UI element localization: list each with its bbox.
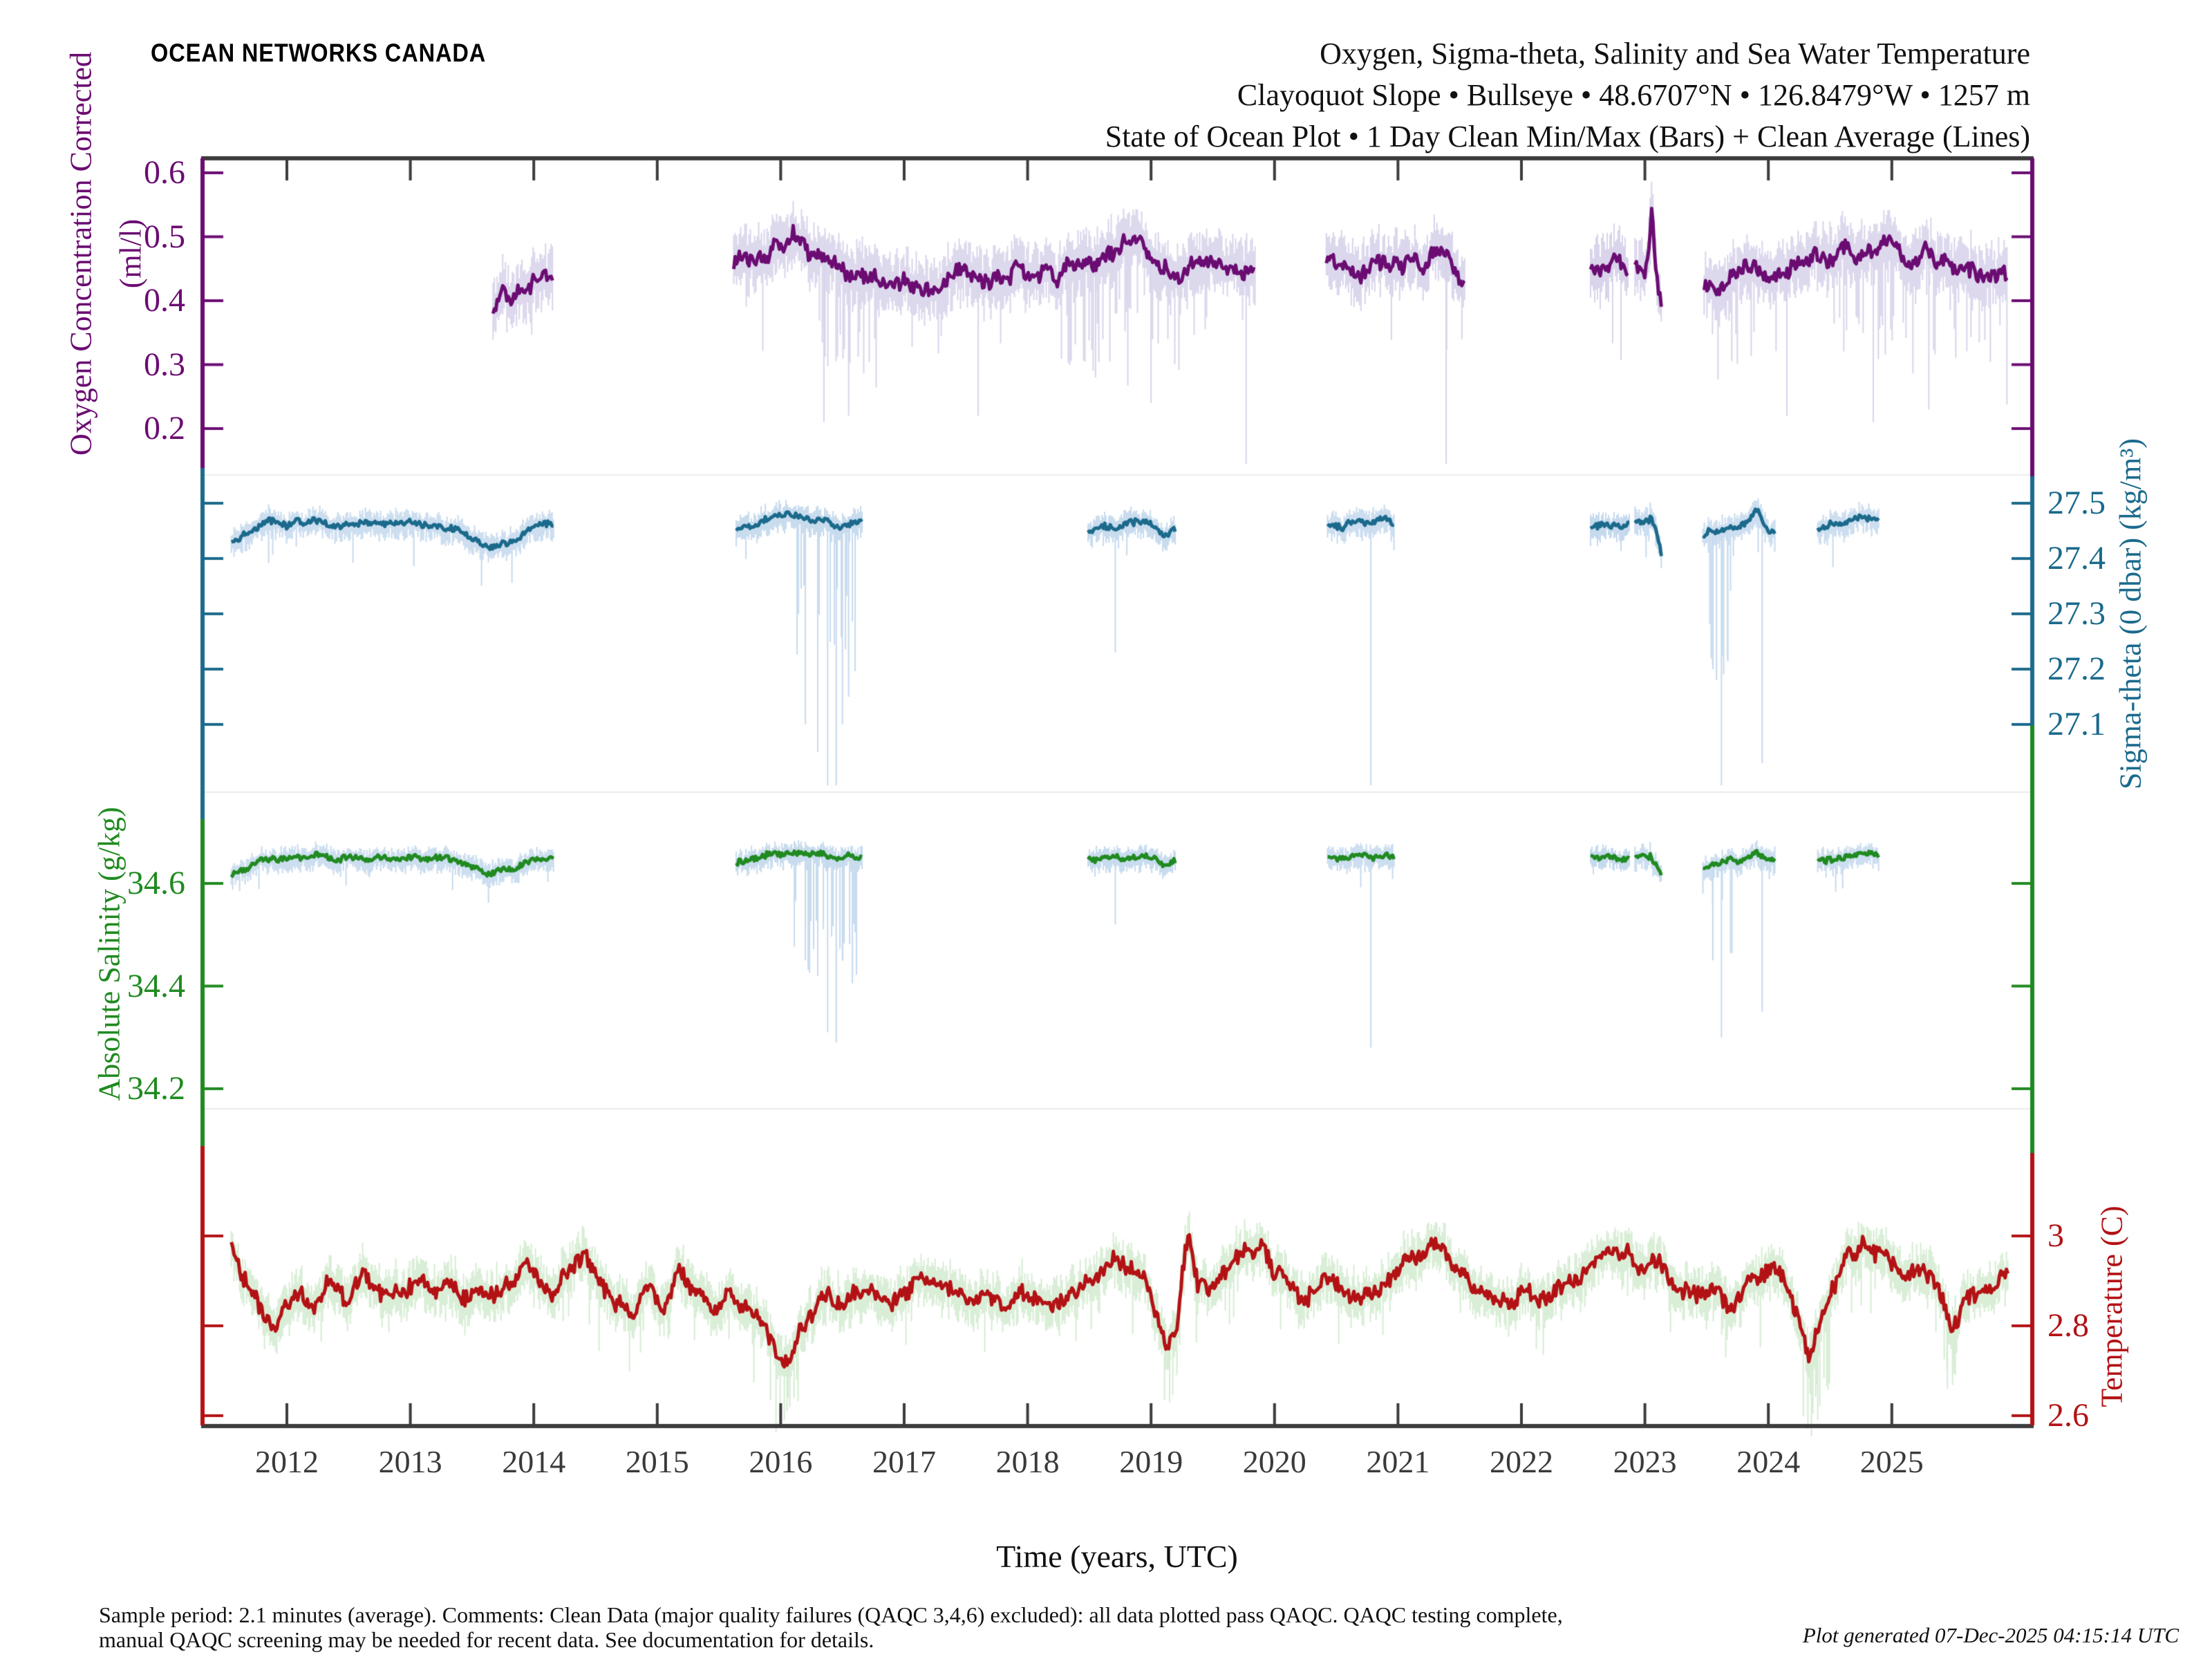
- x-tick-label-year: 2015: [625, 1444, 689, 1479]
- y-tick-label-temperature: 2.6: [2047, 1397, 2089, 1434]
- y-tick-label-sigma-theta: 27.3: [2047, 595, 2106, 632]
- x-tick-label-year: 2013: [378, 1444, 442, 1479]
- y-tick-label-salinity: 34.6: [127, 865, 185, 901]
- y-tick-label-salinity: 34.4: [127, 967, 185, 1004]
- y-tick-label-sigma-theta: 27.1: [2047, 706, 2106, 742]
- salinity-axis-title: Absolute Salinity (g/kg): [92, 807, 126, 1101]
- y-tick-label-oxygen: 0.4: [144, 282, 185, 319]
- footer-caption: [99, 1602, 1563, 1652]
- y-tick-label-oxygen: 0.5: [144, 218, 185, 255]
- caption-line-1: Sample period: 2.1 minutes (average). Comments: Clean Data (major quality failures (QAQC 3,4,6) excluded): all data plotted pass QAQC. QAQC testing complete,: [99, 1602, 1563, 1627]
- x-tick-label-year: 2019: [1119, 1444, 1183, 1479]
- x-tick-label-year: 2014: [502, 1444, 566, 1479]
- caption-line-2: manual QAQC screening may be needed for recent data. See documentation for details.: [99, 1627, 874, 1652]
- y-tick-label-salinity: 34.2: [127, 1070, 185, 1107]
- title-block: [1105, 36, 2030, 154]
- sigma-theta-axis-title: Sigma-theta (0 dbar) (kg/m³): [2113, 438, 2148, 790]
- x-tick-label-year: 2012: [255, 1444, 319, 1479]
- y-tick-label-temperature: 3: [2047, 1217, 2064, 1254]
- y-tick-label-oxygen: 0.6: [144, 154, 185, 191]
- title-line-2: Clayoquot Slope • Bullseye • 48.6707°N • 126.8479°W • 1257 m: [1237, 78, 2030, 112]
- y-tick-label-oxygen: 0.2: [144, 410, 185, 447]
- x-tick-label-year: 2023: [1613, 1444, 1677, 1479]
- oxygen-axis-title: Oxygen Concentration Corrected: [64, 51, 98, 456]
- x-tick-label-year: 2025: [1859, 1444, 1924, 1479]
- y-tick-label-temperature: 2.8: [2047, 1307, 2089, 1344]
- y-tick-label-oxygen: 0.3: [144, 346, 185, 383]
- x-tick-label-year: 2024: [1736, 1444, 1801, 1479]
- y-tick-label-sigma-theta: 27.5: [2047, 485, 2106, 521]
- y-tick-label-sigma-theta: 27.4: [2047, 540, 2106, 577]
- x-tick-label-year: 2020: [1242, 1444, 1306, 1479]
- y-tick-label-sigma-theta: 27.2: [2047, 650, 2106, 687]
- x-tick-label-year: 2018: [995, 1444, 1060, 1479]
- ocean-networks-canada-logo: OCEAN NETWORKS CANADA: [151, 39, 487, 67]
- title-line-1: Oxygen, Sigma-theta, Salinity and Sea Water Temperature: [1320, 37, 2030, 71]
- title-line-3: State of Ocean Plot • 1 Day Clean Min/Max (Bars) + Clean Average (Lines): [1105, 120, 2030, 153]
- oxygen-axis-units: (ml/l): [113, 218, 148, 289]
- temperature-axis-title: Temperature (C): [2094, 1206, 2129, 1407]
- x-tick-label-year: 2022: [1490, 1444, 1553, 1479]
- x-tick-label-year: 2021: [1366, 1444, 1430, 1479]
- x-tick-label-year: 2017: [872, 1444, 936, 1479]
- x-tick-label-year: 2016: [749, 1444, 813, 1479]
- x-axis-title: Time (years, UTC): [996, 1539, 1238, 1574]
- plot-generated-note: Plot generated 07-Dec-2025 04:15:14 UTC: [1802, 1623, 2179, 1647]
